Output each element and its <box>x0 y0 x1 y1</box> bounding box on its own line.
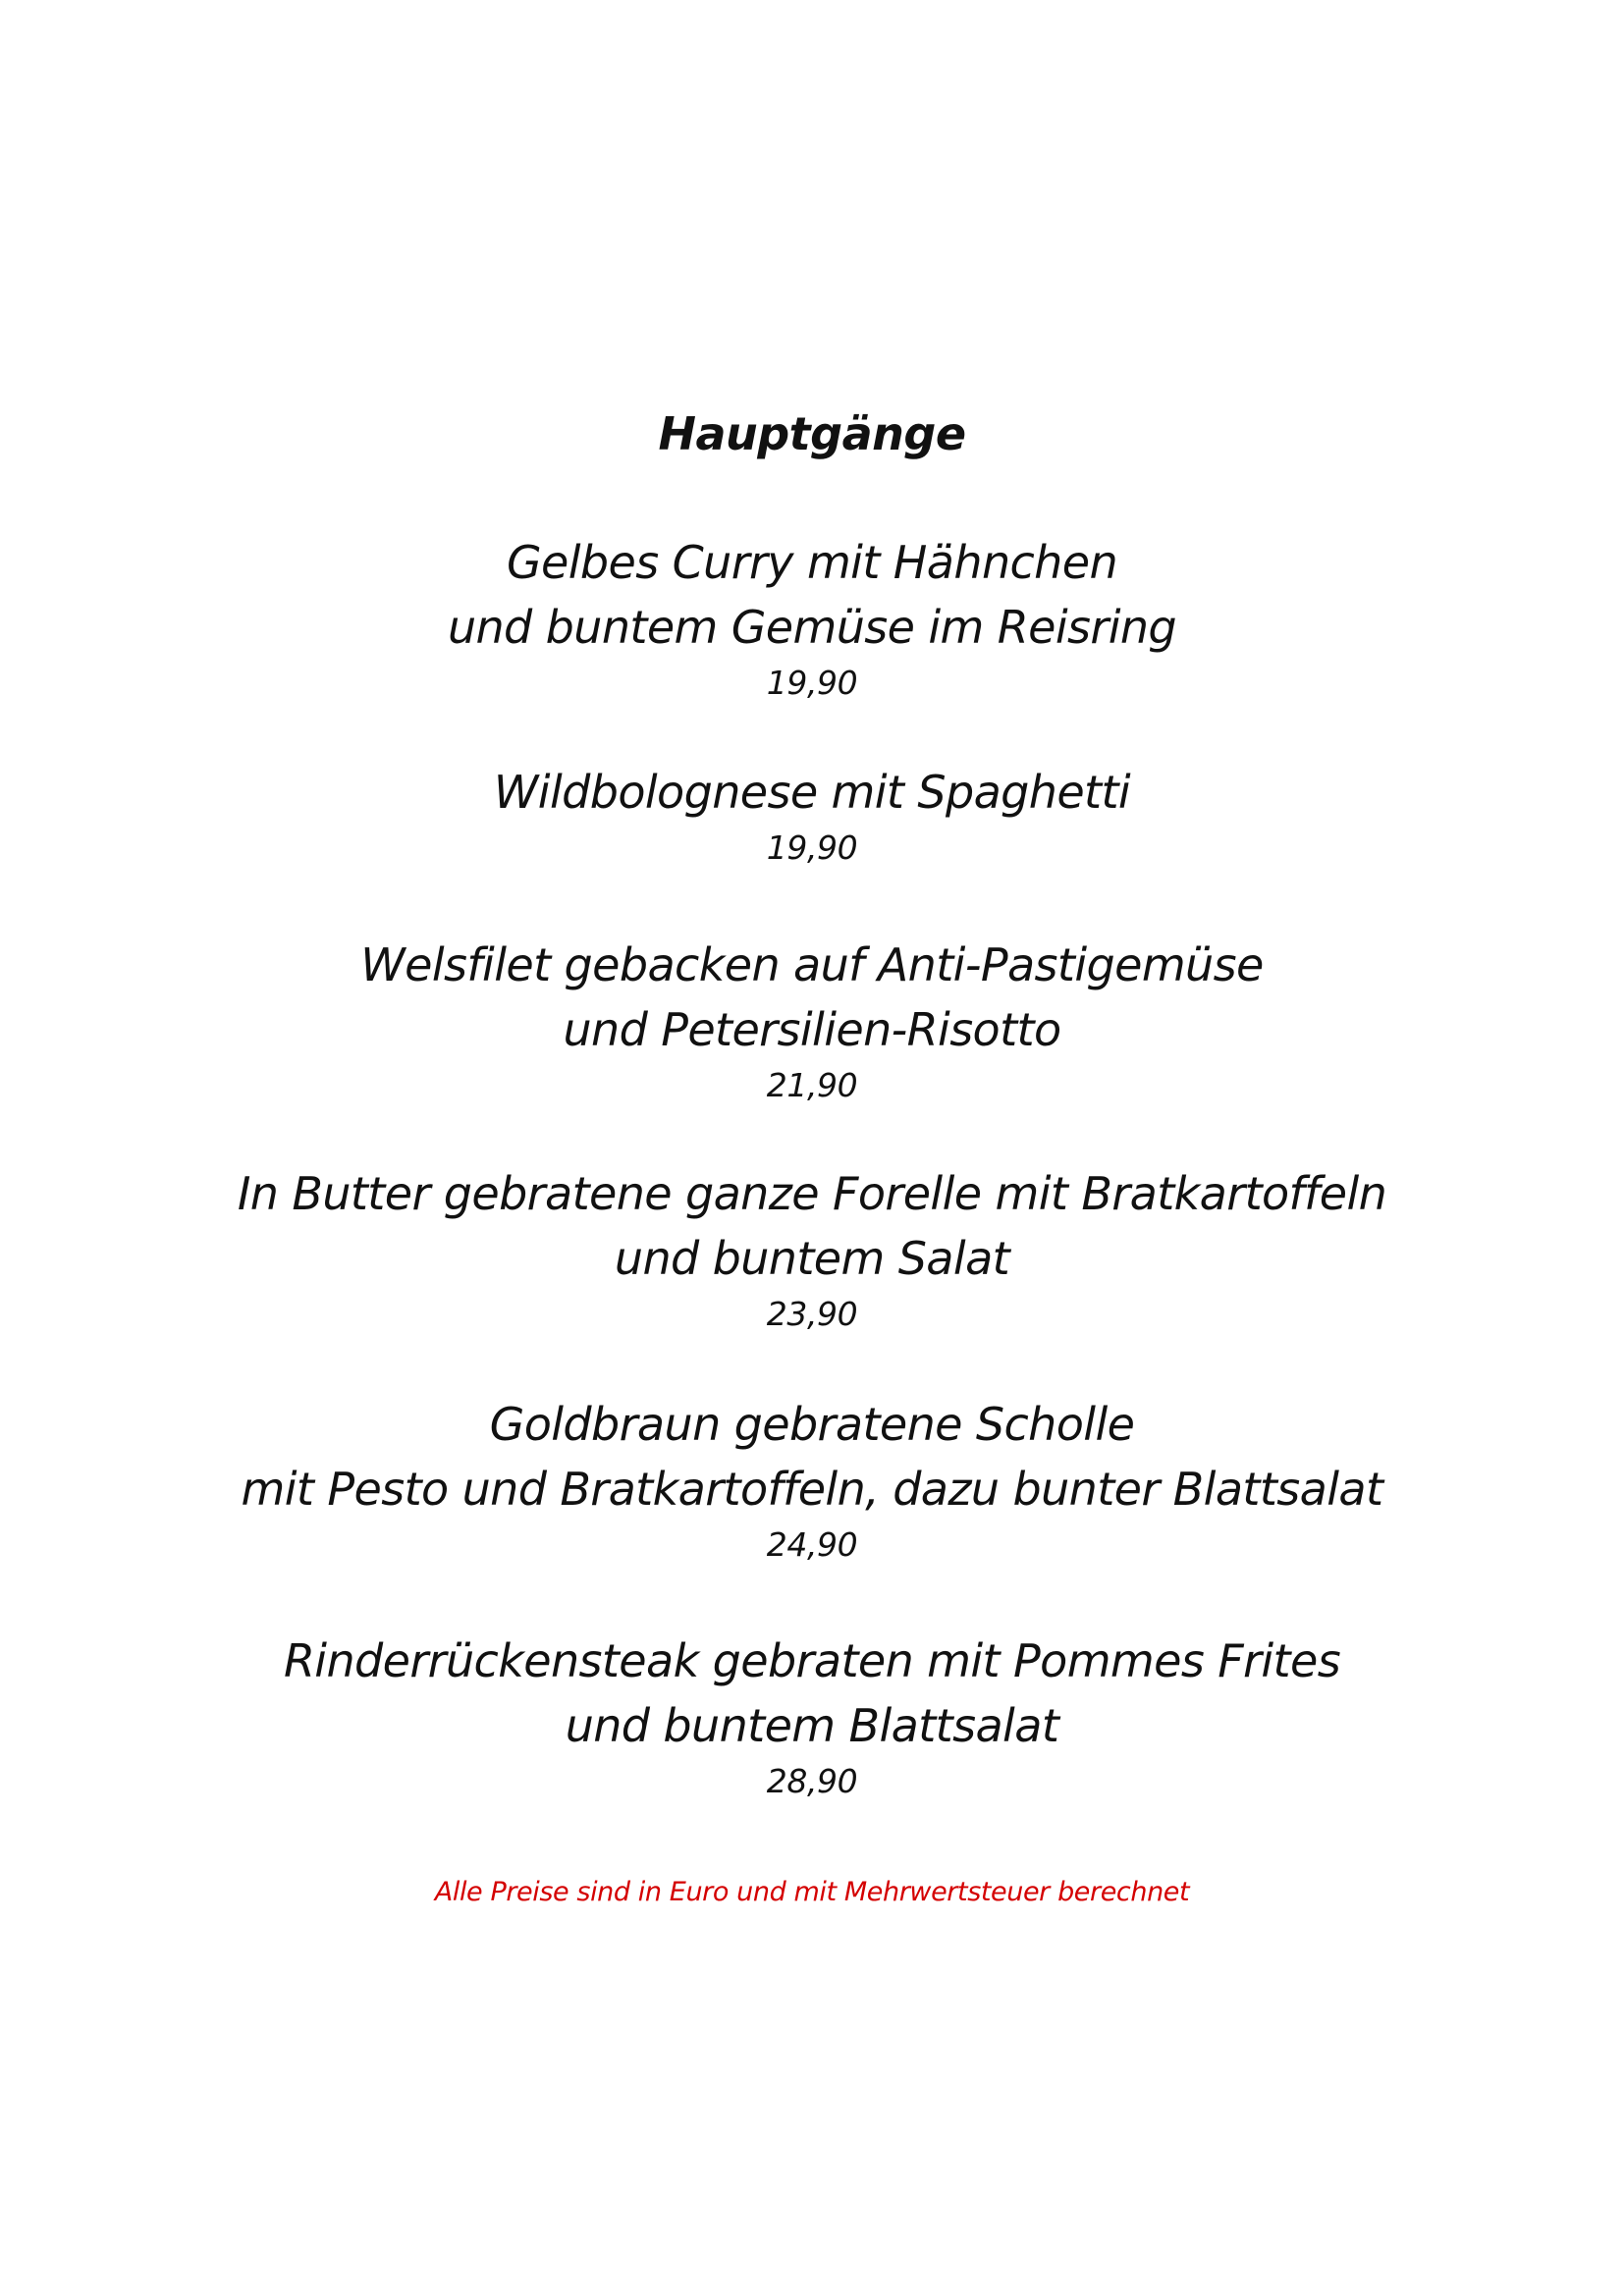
dish-item <box>0 1161 1624 1336</box>
dish-name-line: Rinderrückensteak gebraten mit Pommes Frites <box>283 1634 1341 1687</box>
dish-description-line: und buntem Blattsalat <box>565 1699 1059 1752</box>
price-note: Alle Preise sind in Euro und mit Mehrwertsteuer berechnet <box>434 1877 1190 1907</box>
dish-price: 19,90 <box>766 828 858 867</box>
dish-name-line: In Butter gebratene ganze Forelle mit Bratkartoffeln <box>237 1167 1387 1220</box>
dish-price: 21,90 <box>766 1066 858 1104</box>
dish-price: 23,90 <box>766 1295 858 1333</box>
dish-item <box>0 1392 1624 1567</box>
dish-item <box>0 1629 1624 1803</box>
dish-description-line: und Petersilien-Risotto <box>563 1003 1061 1056</box>
dish-price: 28,90 <box>766 1762 858 1800</box>
dish-item <box>0 530 1624 705</box>
dish-item <box>0 933 1624 1107</box>
dish-price: 19,90 <box>766 664 858 702</box>
dish-name-line: Goldbraun gebratene Scholle <box>489 1398 1135 1451</box>
dish-name-line: Welsfilet gebacken auf Anti-Pastigemüse <box>360 938 1264 991</box>
dish-description-line: und buntem Gemüse im Reisring <box>447 601 1177 654</box>
dish-name-line: Wildbolognese mit Spaghetti <box>493 766 1131 819</box>
dish-price: 24,90 <box>766 1525 858 1564</box>
dish-description-line: mit Pesto und Bratkartoffeln, dazu bunter Blattsalat <box>241 1463 1383 1516</box>
dish-item <box>0 760 1624 870</box>
menu-title: Hauptgänge <box>658 407 966 460</box>
dish-name-line: Gelbes Curry mit Hähnchen <box>507 536 1117 589</box>
dish-description-line: und buntem Salat <box>614 1232 1010 1285</box>
